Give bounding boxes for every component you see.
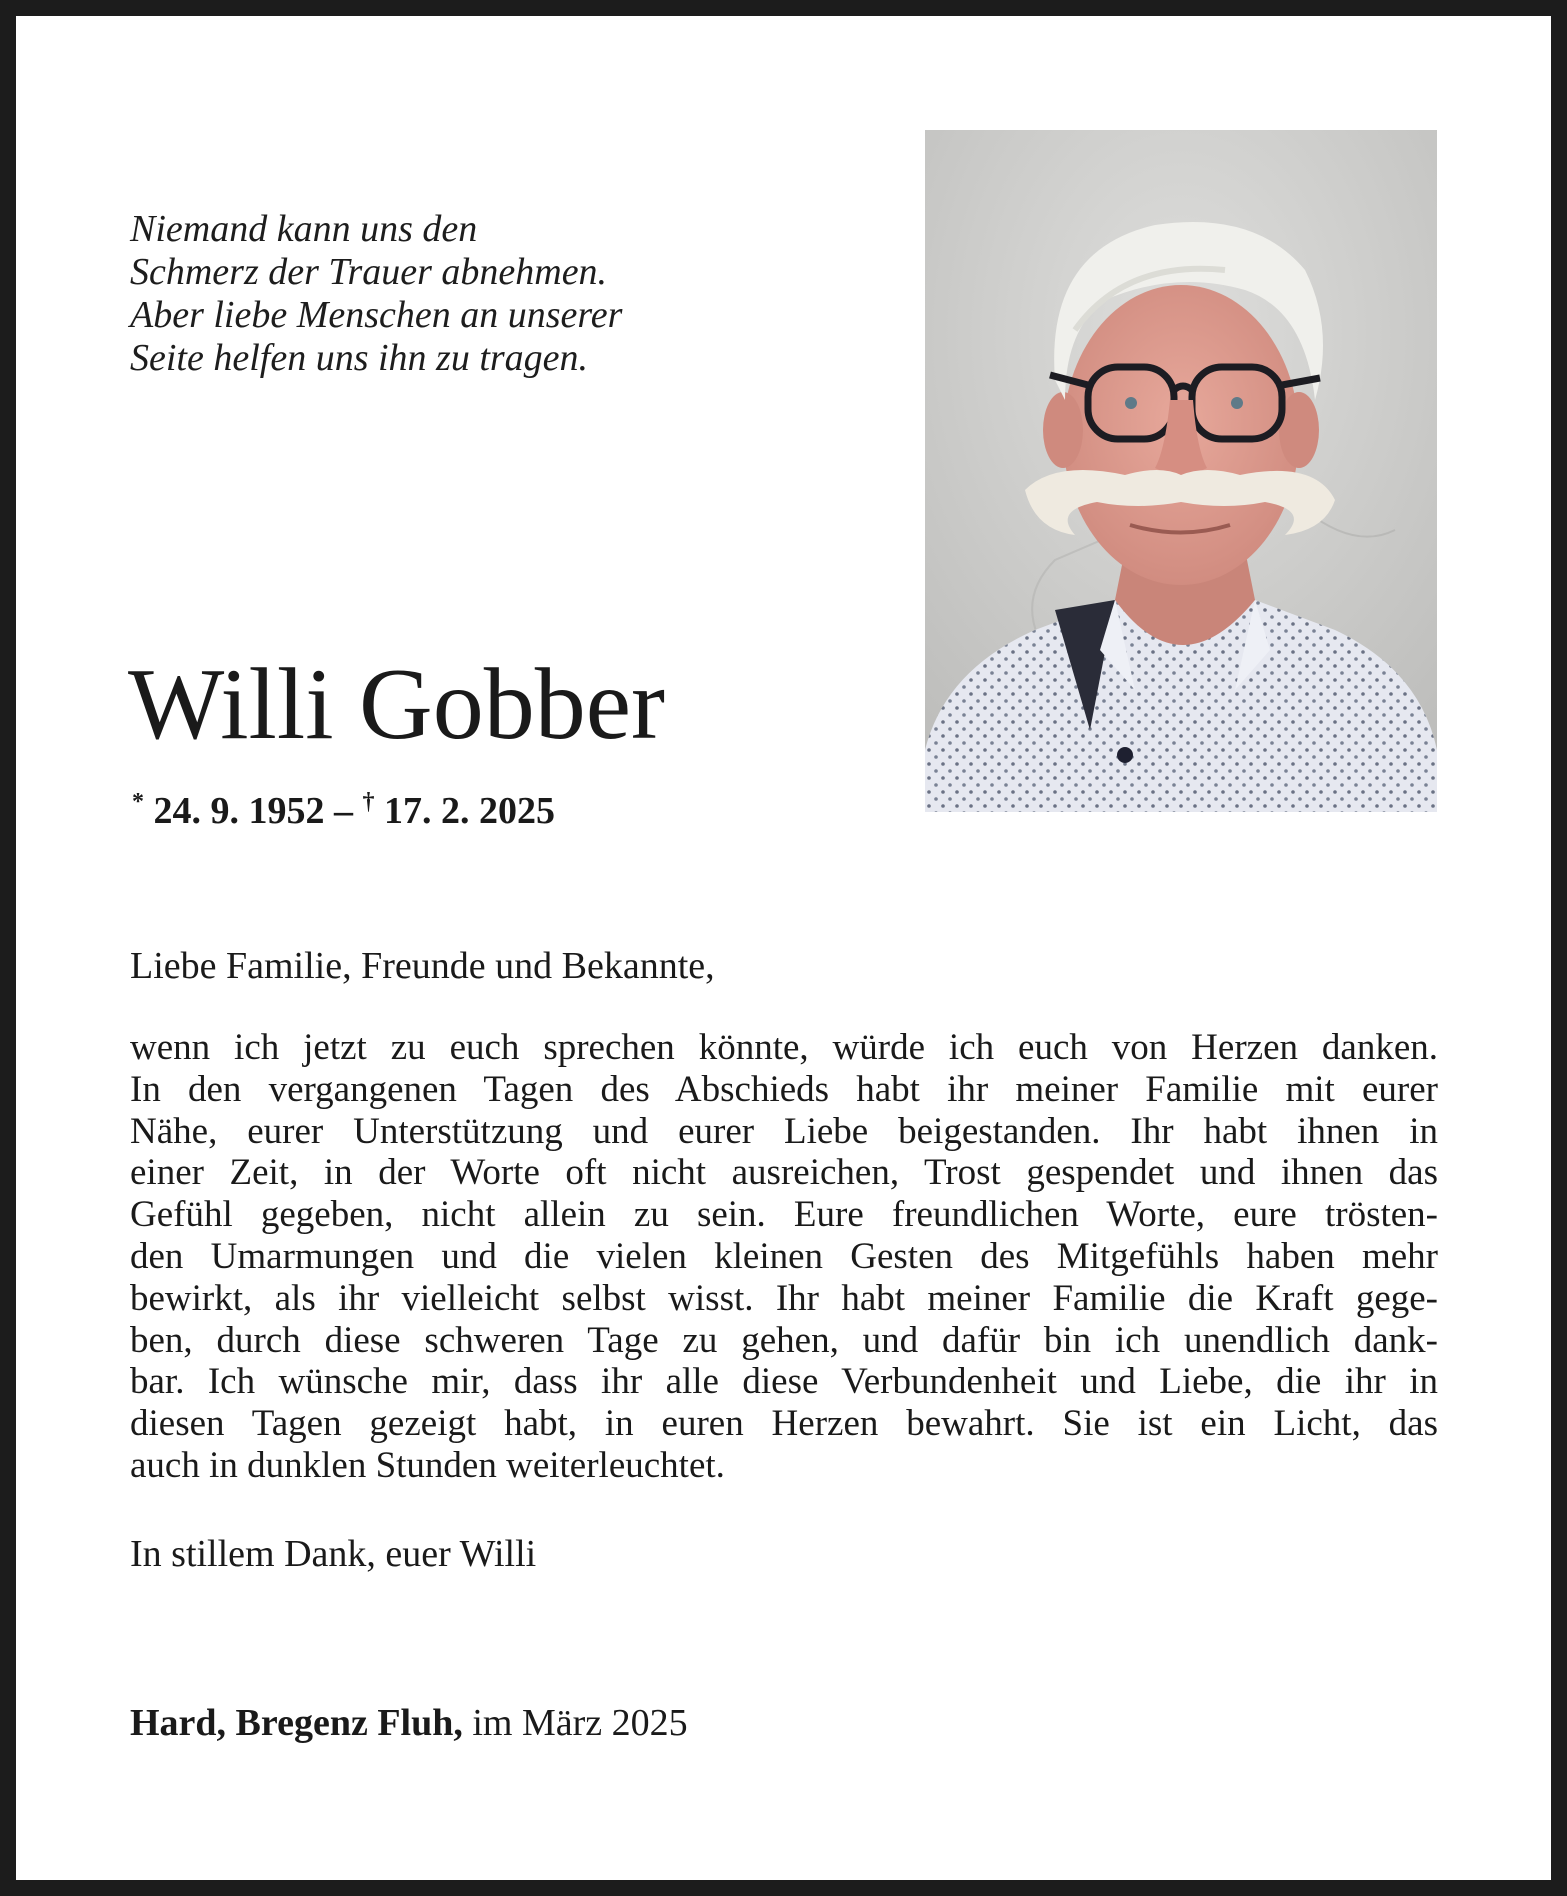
letter-line: den Umarmungen und die vielen kleinen Gesten des Mitgefühls haben mehr [130, 1235, 1438, 1277]
death-symbol: † [362, 789, 375, 815]
places: Hard, Bregenz Fluh, [130, 1702, 463, 1744]
letter-line: diesen Tagen gezeigt habt, in euren Herzen bewahrt. Sie ist ein Licht, das [130, 1403, 1438, 1445]
death-date: 17. 2. 2025 [384, 790, 555, 832]
date-separator: – [334, 790, 353, 832]
letter-line: einer Zeit, in der Worte oft nicht ausreichen, Trost gespendet und ihnen das [130, 1152, 1438, 1194]
portrait-illustration [925, 130, 1437, 812]
letter-line: bar. Ich wünsche mir, dass ihr alle diese Verbundenheit und Liebe, die ihr in [130, 1361, 1438, 1403]
letter-line: Nähe, eurer Unterstützung und eurer Liebe beigestanden. Ihr habt ihnen in [130, 1110, 1438, 1152]
quote-line: Seite helfen uns ihn zu tragen. [130, 337, 589, 379]
letter-greeting: Liebe Familie, Freunde und Bekannte, [130, 945, 715, 987]
letter-line: wenn ich jetzt zu euch sprechen könnte, würde ich euch von Herzen danken. [130, 1027, 1438, 1068]
portrait-photo [925, 130, 1437, 812]
birth-symbol: * [132, 789, 144, 815]
letter-line: ben, durch diese schweren Tage zu gehen, und dafür bin ich unendlich dank- [130, 1319, 1438, 1361]
consolation-quote [130, 208, 690, 380]
letter-line: bewirkt, als ihr vielleicht selbst wisst. Ihr habt meiner Familie die Kraft gege- [130, 1277, 1438, 1319]
letter-line: Gefühl gegeben, nicht allein zu sein. Eure freundlichen Worte, eure trösten- [130, 1194, 1438, 1236]
deceased-name: Willi Gobber [128, 648, 665, 761]
life-dates [132, 778, 555, 835]
birth-date: 24. 9. 1952 [153, 790, 325, 832]
quote-line: Schmerz der Trauer abnehmen. [130, 251, 608, 293]
notice-date: im März 2025 [472, 1702, 688, 1744]
quote-line: Aber liebe Menschen an unserer [130, 294, 623, 336]
letter-signoff: In stillem Dank, euer Willi [130, 1533, 537, 1575]
quote-line: Niemand kann uns den [130, 208, 478, 250]
letter-line: In den vergangenen Tagen des Abschieds habt ihr meiner Familie mit eurer [130, 1068, 1438, 1110]
letter-body [130, 1027, 1438, 1487]
letter-line: auch in dunklen Stunden weiterleuchtet. [130, 1444, 725, 1486]
place-and-date [130, 1700, 688, 1746]
